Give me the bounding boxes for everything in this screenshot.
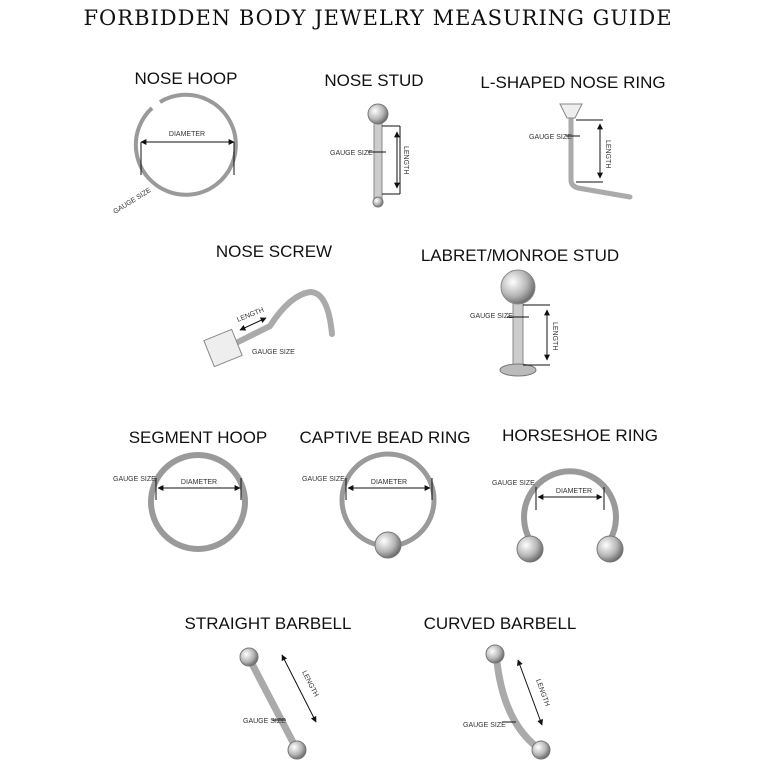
segment-hoop-label: SEGMENT HOOP	[128, 428, 268, 447]
straight-barbell	[185, 614, 352, 759]
nose-screw-gauge: GAUGE SIZE	[252, 349, 295, 356]
nose-screw	[204, 242, 332, 367]
nose-stud-gauge: GAUGE SIZE	[330, 150, 373, 157]
labret-stud	[421, 246, 619, 376]
horseshoe-label: HORSESHOE RING	[502, 426, 658, 445]
segment-hoop	[113, 428, 267, 549]
nose-hoop-label: NOSE HOOP	[134, 69, 238, 88]
captive-bead-label: CAPTIVE BEAD RING	[299, 428, 471, 447]
nose-stud-length: LENGTH	[402, 146, 409, 175]
nose-stud	[324, 71, 423, 207]
captive-bead-gauge: GAUGE SIZE	[302, 476, 345, 483]
straight-barbell-label: STRAIGHT BARBELL	[184, 614, 352, 633]
captive-bead-diameter: DIAMETER	[370, 479, 408, 486]
curved-barbell-label: CURVED BARBELL	[423, 614, 577, 633]
segment-hoop-gauge: GAUGE SIZE	[113, 476, 156, 483]
curved-barbell-gauge: GAUGE SIZE	[463, 722, 506, 729]
l-shaped-nose-ring	[480, 73, 665, 197]
guide-title: FORBIDDEN BODY JEWELRY MEASURING GUIDE	[83, 6, 673, 30]
nose-stud-label: NOSE STUD	[324, 71, 424, 90]
curved-barbell-length: LENGTH	[534, 678, 551, 708]
horseshoe-gauge: GAUGE SIZE	[492, 480, 535, 487]
straight-barbell-length: LENGTH	[300, 669, 320, 699]
l-shaped-gauge: GAUGE SIZE	[529, 134, 572, 141]
labret-gauge: GAUGE SIZE	[470, 313, 513, 320]
nose-screw-label: NOSE SCREW	[215, 242, 333, 261]
nose-hoop-gauge: GAUGE SIZE	[112, 187, 153, 216]
labret-length: LENGTH	[551, 322, 558, 351]
nose-hoop	[112, 69, 237, 216]
labret-label: LABRET/MONROE STUD	[420, 246, 620, 265]
straight-barbell-gauge: GAUGE SIZE	[243, 718, 286, 725]
horseshoe-diameter: DIAMETER	[555, 488, 593, 495]
l-shaped-length: LENGTH	[604, 140, 611, 169]
horseshoe-ring	[492, 426, 658, 562]
curved-barbell	[424, 614, 577, 759]
captive-bead-ring	[300, 428, 471, 558]
nose-hoop-ring	[136, 95, 236, 195]
nose-screw-length: LENGTH	[236, 306, 266, 324]
nose-hoop-diameter: DIAMETER	[168, 131, 206, 138]
segment-hoop-diameter: DIAMETER	[180, 479, 218, 486]
l-shaped-label: L-SHAPED NOSE RING	[480, 73, 666, 92]
